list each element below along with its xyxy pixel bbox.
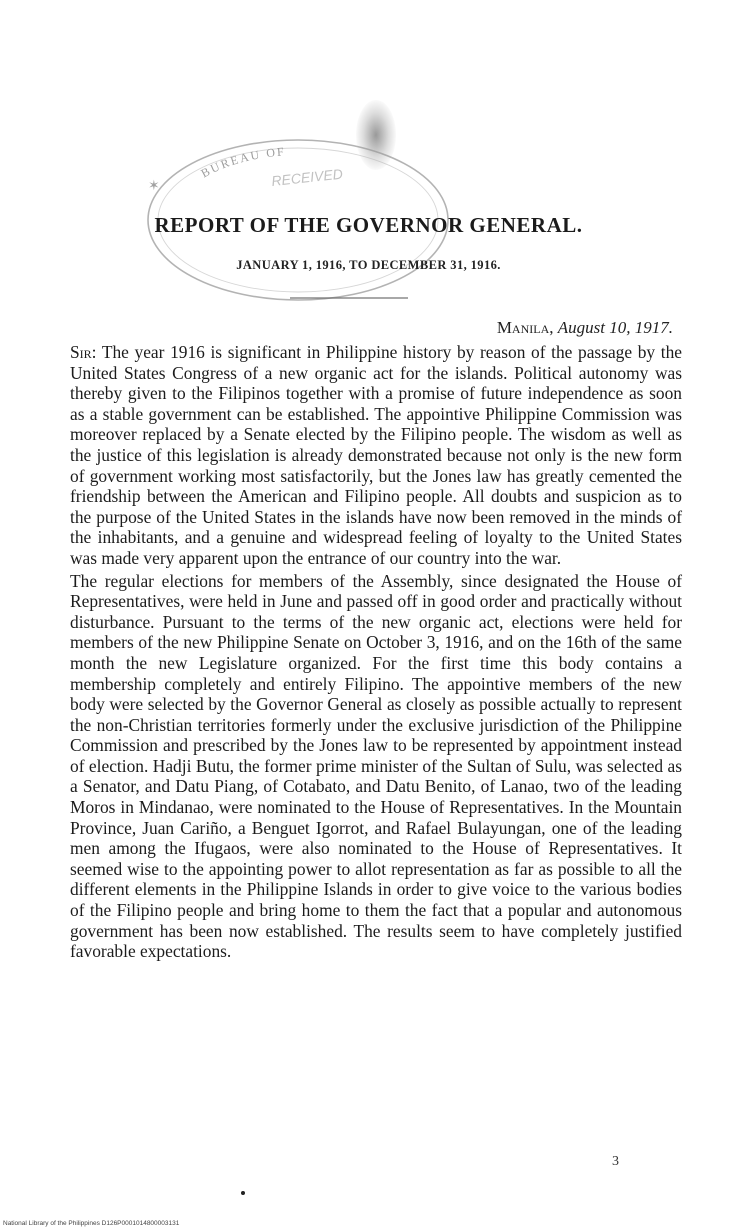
svg-text:✶: ✶ — [148, 178, 160, 194]
scan-footer: National Library of the Philippines D126P0001014800003131 — [3, 1220, 180, 1227]
dateline-date: August 10, 1917. — [557, 318, 673, 337]
paragraph-1-text: The year 1916 is significant in Philippine history by reason of the passage by the United States Congress of a new organic act for the islands. Political autonomy was thereby given to the Filipinos together with a promise of future independence as soon as a stable government can be established. The appointive Philippine Commission was moreover replaced by a Senate elected by the Filipino people. The wisdom as well as the justice of this legislation is already demonstrated because not only is the new form of government working most satisfactorily, but the Jones law has greatly cemented the friendship between the American and Filipino people. All doubts and suspicion as to the purpose of the United States in the islands have now been removed in the minds of the inhabitants, and a genuine and widespread feeling of loyalty to the United States was made very apparent upon the entrance of our country into the war. — [70, 342, 682, 568]
page-number: 3 — [612, 1154, 619, 1169]
letter-body — [70, 342, 682, 962]
ink-smudge — [356, 100, 396, 170]
stamp-arc-text: BUREAU OF — [198, 144, 287, 181]
svg-text:BUREAU OF — [199, 144, 287, 180]
dateline-place: Manila, — [496, 318, 554, 337]
dateline — [497, 318, 673, 338]
report-period: JANUARY 1, 1916, TO DECEMBER 31, 1916. — [236, 258, 501, 272]
paragraph-2: The regular elections for members of the Assembly, since designated the House of Representatives, were held in June and passed off in good order and practically without disturbance. Pursuant to the terms of the new organic act, elections were held for members of the new Philippine Senate on October 3, 1916, and on the 16th of the same month the new Legislature organized. For the first time this body contains a membership completely and entirely Filipino. The appointive members of the new body were selected by the Governor General as closely as possible actually to represent the non-Christian territories formerly under the exclusive jurisdiction of the Philippine Commission and prescribed by the Jones law to be represented by appointment instead of election. Hadji Butu, the former prime minister of the Sultan of Sulu, was selected as a Senator, and Datu Piang, of Cotabato, and Datu Benito, of Lanao, two of the leading Moros in Mindanao, were nominated to the House of Representatives. In the Mountain Province, Juan Cariño, a Benguet Igorrot, and Rafael Bulayungan, one of the leading men among the Ifugaos, were also nominated to the House of Representatives. It seemed wise to the appointing power to allot representation as far as possible to all the different elements in the Philippine Islands in order to give voice to the various bodies of the Filipino people and bring home to them the fact that a popular and autonomous government has been now established. The results seem to have completely justified favorable expectations. — [70, 570, 682, 962]
stamp-received-text: RECEIVED — [270, 165, 344, 189]
report-title: REPORT OF THE GOVERNOR GENERAL. — [154, 213, 583, 237]
paragraph-1 — [70, 342, 682, 569]
salutation: Sir: — [70, 342, 97, 362]
ink-dot — [241, 1191, 245, 1195]
